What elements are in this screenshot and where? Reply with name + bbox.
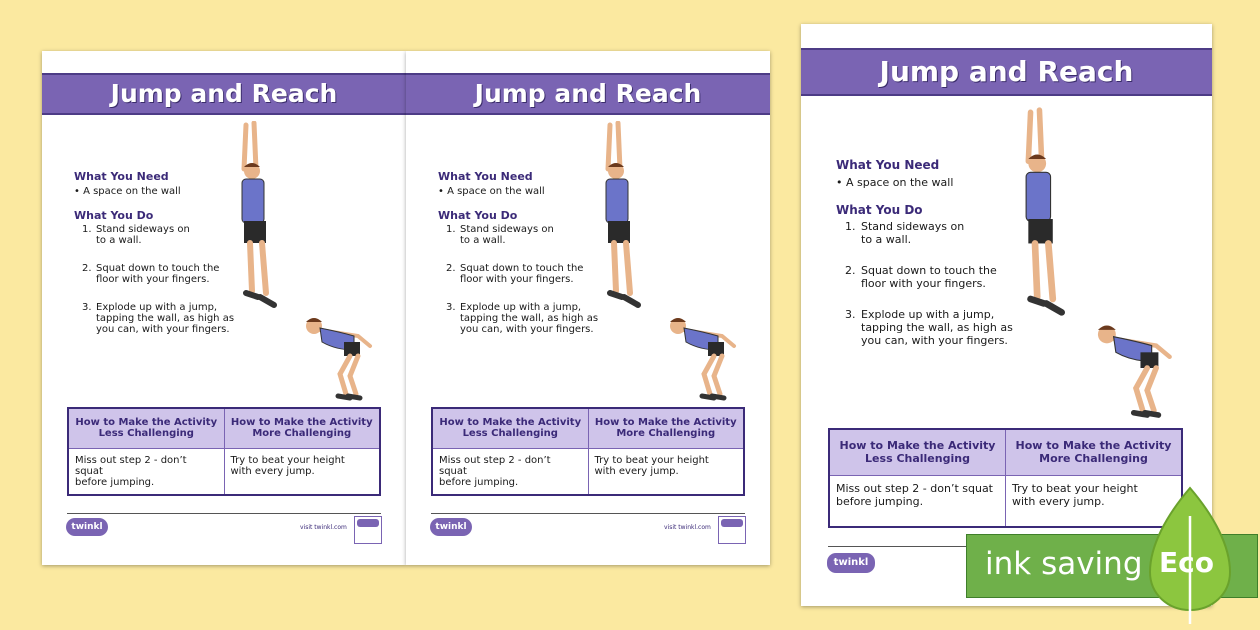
twinkl-logo: twinkl <box>430 518 472 536</box>
what-you-do-heading: What You Do <box>836 203 923 217</box>
card-title-banner <box>42 73 406 115</box>
card-title: Jump and Reach <box>879 55 1134 88</box>
more-challenging-header: How to Make the Activity More Challenging <box>224 408 380 448</box>
jumping-person-illustration <box>1015 106 1075 332</box>
what-you-do-heading: What You Do <box>438 209 518 222</box>
challenge-table <box>828 428 1183 528</box>
step-1: 1. Stand sideways on to a wall. <box>82 224 190 246</box>
card-title-banner <box>406 73 770 115</box>
footer-divider <box>828 546 968 547</box>
step-3: 3. Explode up with a jump, tapping the wall, as high as you can, with your fingers. <box>845 308 1013 347</box>
more-challenging-header: How to Make the Activity More Challenging <box>588 408 744 448</box>
more-challenging-cell: Try to beat your height with every jump. <box>224 448 380 495</box>
step-3: 3. Explode up with a jump, tapping the wall, as high as you can, with your fingers. <box>82 302 235 335</box>
jumping-person-illustration <box>596 121 650 321</box>
what-you-need-heading: What You Need <box>74 170 169 183</box>
less-challenging-header: How to Make the Activity Less Challenging <box>432 408 588 448</box>
less-challenging-cell: Miss out step 2 - don’t squat before jumping. <box>432 448 588 495</box>
what-you-do-heading: What You Do <box>74 209 154 222</box>
challenge-table <box>67 407 381 496</box>
step-1: 1. Stand sideways on to a wall. <box>446 224 554 246</box>
eco-label: Eco <box>1159 546 1214 579</box>
less-challenging-header: How to Make the Activity Less Challenging <box>68 408 224 448</box>
what-you-need-heading: What You Need <box>836 158 940 172</box>
more-challenging-header: How to Make the Activity More Challenging <box>1006 429 1183 475</box>
footer-divider <box>431 513 745 514</box>
need-item: • A space on the wall <box>836 176 954 189</box>
need-item: • A space on the wall <box>438 186 545 197</box>
approval-badge <box>718 516 746 544</box>
footer-divider <box>67 513 381 514</box>
approval-badge <box>354 516 382 544</box>
activity-card-left <box>42 51 406 565</box>
card-title: Jump and Reach <box>474 79 702 108</box>
card-title-banner <box>801 48 1212 96</box>
visit-link-text: visit twinkl.com <box>300 524 347 531</box>
card-title: Jump and Reach <box>110 79 338 108</box>
step-2: 2. Squat down to touch the floor with your fingers. <box>82 263 220 285</box>
step-1: 1. Stand sideways on to a wall. <box>845 220 965 246</box>
activity-card-middle <box>406 51 770 565</box>
more-challenging-cell: Try to beat your height with every jump. <box>588 448 744 495</box>
less-challenging-header: How to Make the Activity Less Challenging <box>829 429 1006 475</box>
step-2: 2. Squat down to touch the floor with your fingers. <box>845 264 997 290</box>
what-you-need-heading: What You Need <box>438 170 533 183</box>
need-item: • A space on the wall <box>74 186 181 197</box>
less-challenging-cell: Miss out step 2 - don’t squat before jumping. <box>829 475 1006 527</box>
twinkl-logo: twinkl <box>827 553 875 573</box>
jumping-person-illustration <box>232 121 286 321</box>
step-3: 3. Explode up with a jump, tapping the wall, as high as you can, with your fingers. <box>446 302 599 335</box>
visit-link-text: visit twinkl.com <box>664 524 711 531</box>
less-challenging-cell: Miss out step 2 - don’t squat before jumping. <box>68 448 224 495</box>
twinkl-logo: twinkl <box>66 518 108 536</box>
squatting-person-illustration <box>300 306 380 406</box>
challenge-table <box>431 407 745 496</box>
squatting-person-illustration <box>1091 312 1181 424</box>
more-challenging-cell: Try to beat your height with every jump. <box>1006 475 1183 527</box>
squatting-person-illustration <box>664 306 744 406</box>
ink-saving-label: ink saving <box>985 546 1143 582</box>
step-2: 2. Squat down to touch the floor with your fingers. <box>446 263 584 285</box>
